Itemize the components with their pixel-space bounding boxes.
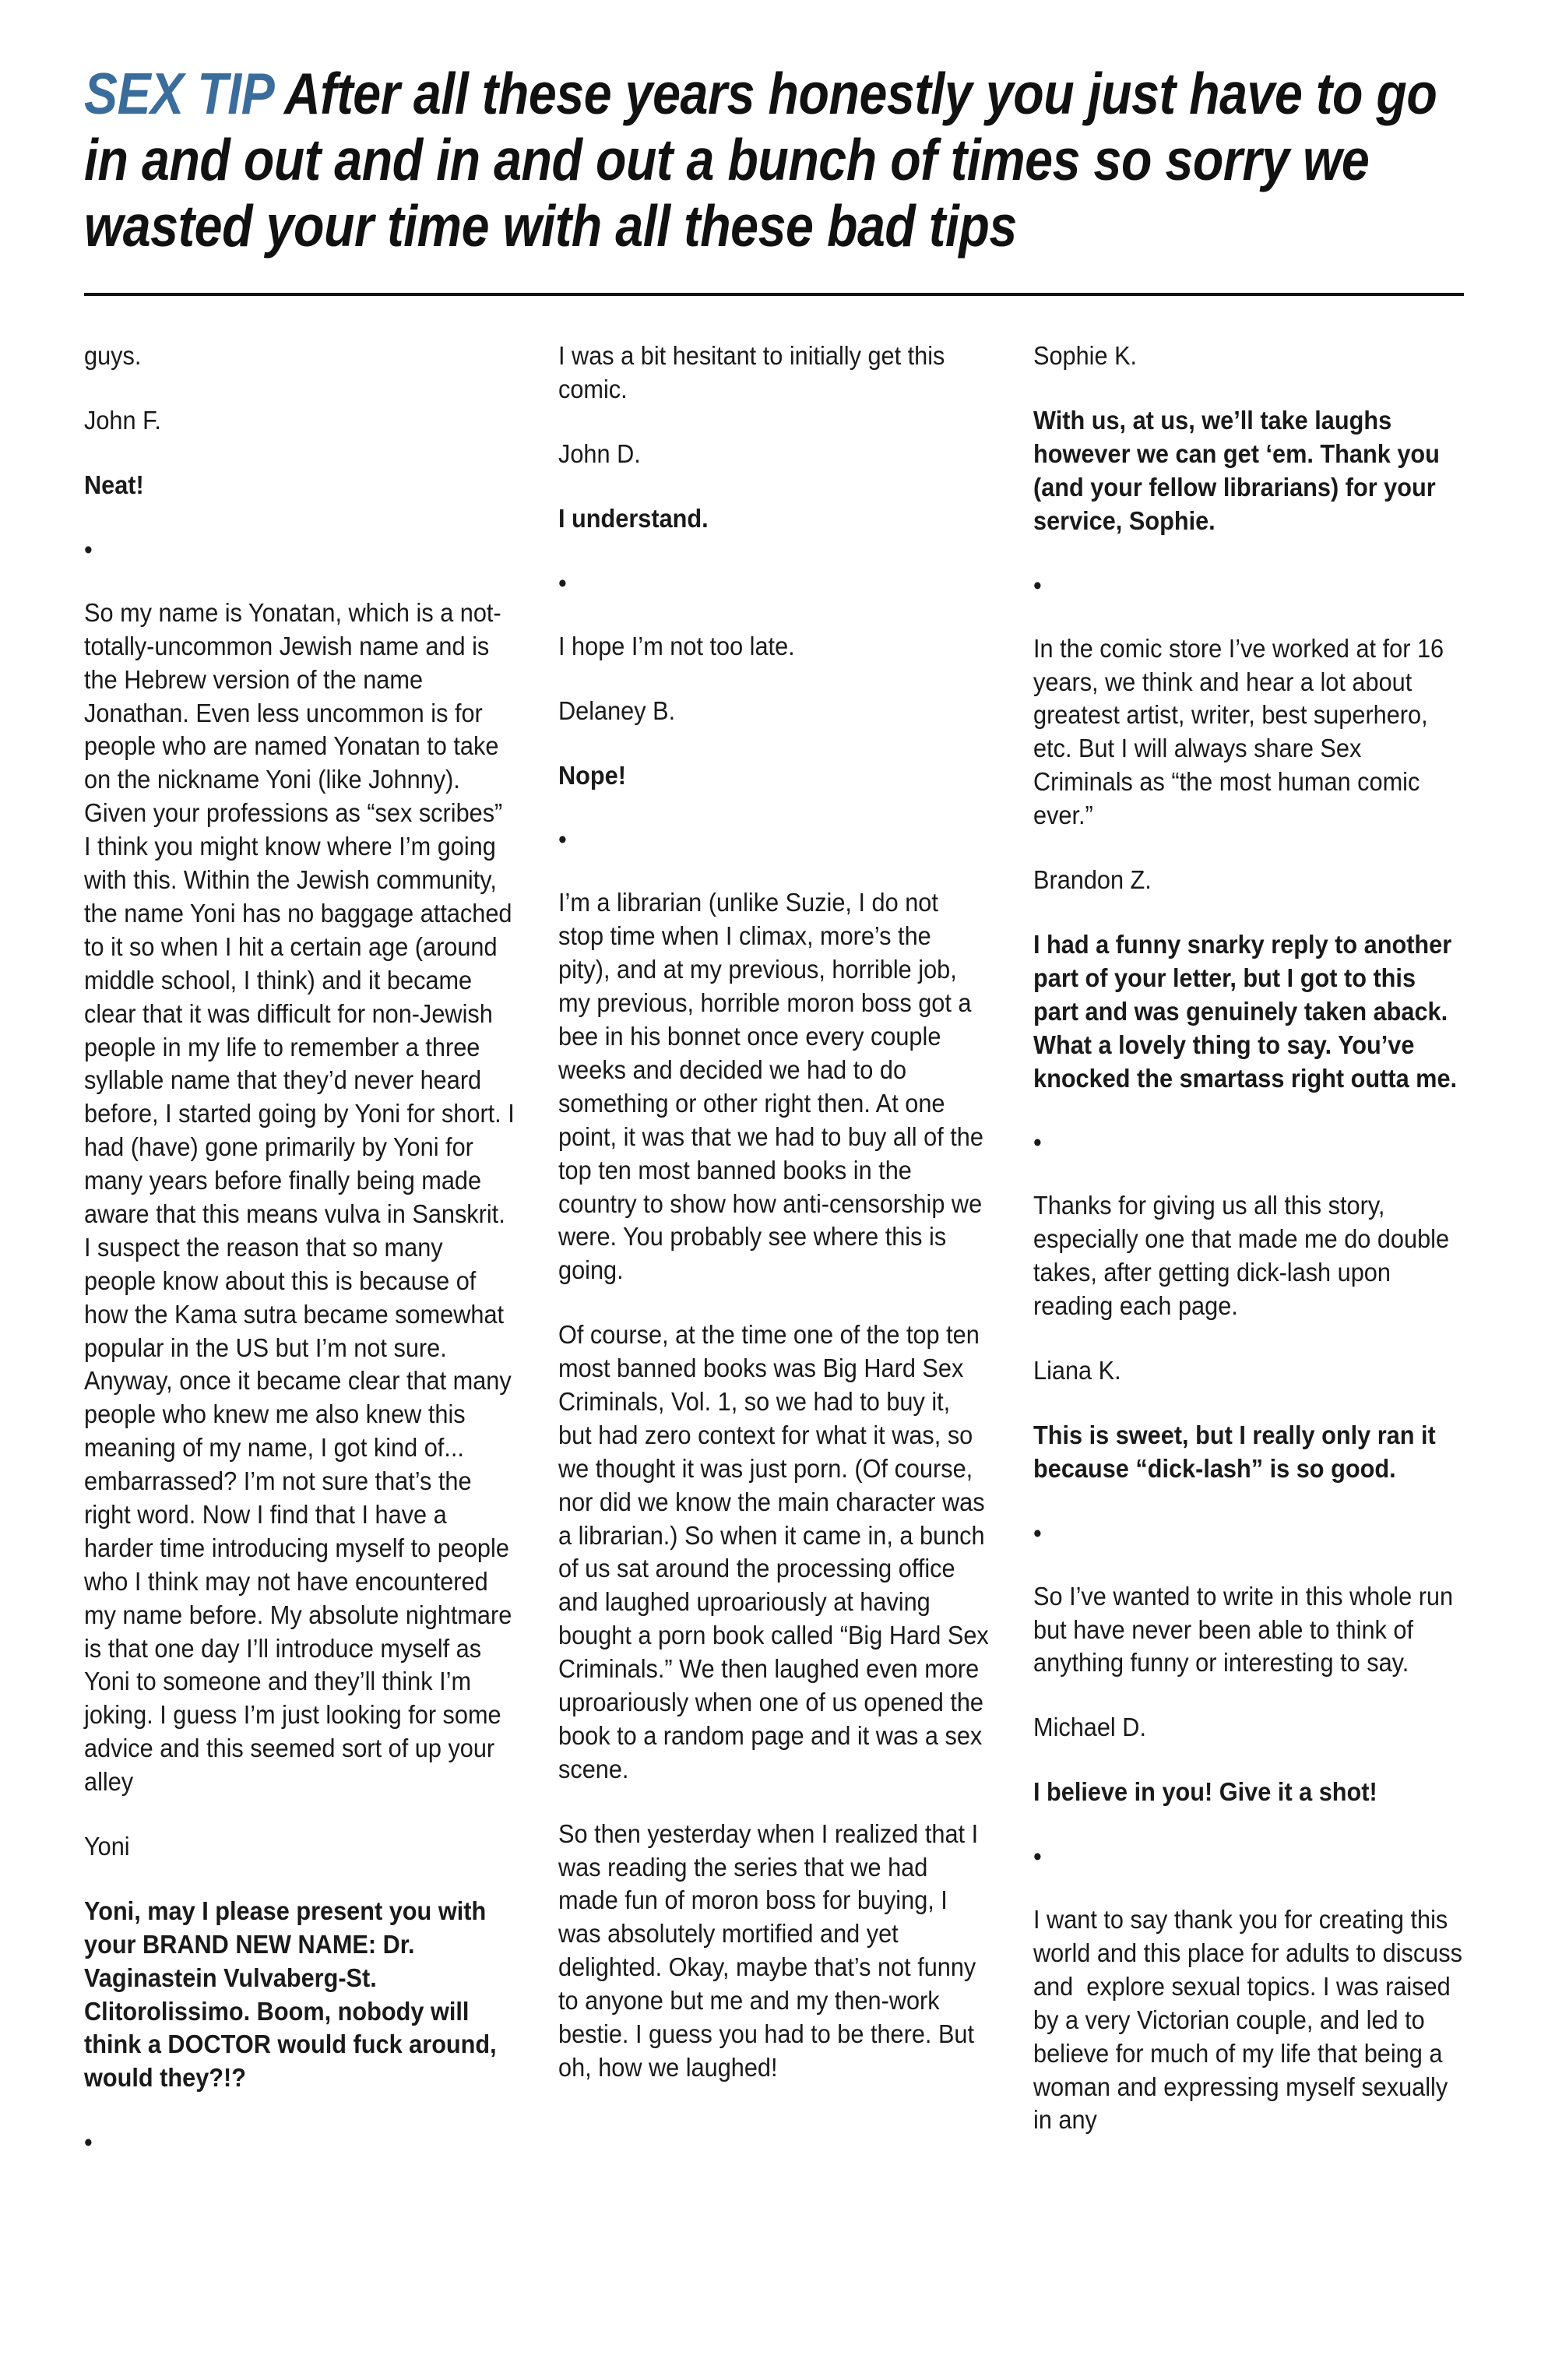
letter-paragraph: I hope I’m not too late. [558,631,796,660]
letter-signature: Michael D. [1033,1713,1146,1742]
letters-columns [84,340,1469,2189]
headline-block [84,0,1464,296]
letter-paragraph: So I’ve wanted to write in this whole run but have never been able to think of anything funny or interesting to say. [1033,1581,1460,1678]
letter-paragraph: I want to say thank you for creating this world and this place for adults to discuss and explore sexual topics. I was raised by a very Victorian couple, and led to believe for much of my life that being a woman and expressing myself sexually in any [1033,1905,1469,2135]
letter-signature: John D. [558,439,642,469]
editor-reply: I had a funny snarky reply to another part of your letter, but I got to this part and was genuinely taken aback. What a lovely thing to say. You’ve knocked the smartass right outta me. [1033,929,1458,1093]
letter-signature: Yoni [84,1831,130,1861]
bullet-separator: • [1033,1128,1042,1157]
editor-reply: I believe in you! Give it a shot! [1033,1777,1377,1807]
letter-paragraph: So then yesterday when I realized that I was reading the series that we had made fun of moron boss for buying, I was absolutely mortified and yet delighted. Okay, maybe that’s not funny to anyone but me and my then-work bestie. I guess you had to be there. But oh, how we laughed! [558,1818,985,2082]
headline-kicker: SEX TIP [84,61,273,126]
bullet-separator: • [84,2128,93,2157]
editor-reply: Nope! [558,760,627,790]
editor-reply: Neat! [84,470,144,500]
bullet-separator: • [558,568,568,597]
letter-signature: Sophie K. [1033,341,1137,371]
header-divider [84,293,1464,296]
letter-paragraph: guys. [84,341,142,371]
bullet-separator: • [1033,1518,1042,1547]
bullet-separator: • [1033,570,1042,600]
letter-paragraph: I’m a librarian (unlike Suzie, I do not stop time when I climax, more’s the pity), and at my previous, horrible job, my previous, horrible moron boss got a bee in his bonnet once every couple weeks and decided we had to do something or other right then. At one point, it was that we had to buy all of the top ten most banned books in the country to show how anti-censorship we were. You probably see where this is going. [558,888,990,1285]
editor-reply: With us, at us, we’ll take laughs however we can get ‘em. Thank you (and your fellow librarians) for your service, Sophie. [1033,406,1447,535]
editor-reply: I understand. [558,503,709,533]
editor-reply: This is sweet, but I really only ran it because “dick-lash” is so good. [1033,1420,1442,1483]
bullet-separator: • [558,825,568,854]
letter-signature: John F. [84,406,161,435]
letter-paragraph: So my name is Yonatan, which is a not-totally-uncommon Jewish name and is the Hebrew version of the name Jonathan. Even less uncommon is for people who are named Yonatan to take on the nickname Yoni (like Johnny). Given your professions as “sex scribes” I think you might know where I’m going with this. Within the Jewish community, the name Yoni has no baggage attached to it so when I hit a certain age (around middle school, I think) and it became clear that it was difficult for non-Jewish people in my life to remember a three syllable name that they’d never heard before, I started going by Yoni for short. I had (have) gone primarily by Yoni for many years before finally being made aware that this means vulva in Sanskrit. I suspect the reason that so many people know about this is because of how the Kama sutra became somewhat popular in the US but I’m not sure. Anyway, once it became clear that many people who knew me also knew this meaning of my name, I got kind of... embarrassed? I’m not sure that’s the right word. Now I find that I have a harder time introducing myself to people who I think may not have encountered my name before. My absolute nightmare is that one day I’ll introduce myself as Yoni to someone and they’ll think I’m joking. I guess I’m just looking for some advice and this seemed sort of up your alley [84,597,522,1797]
letter-paragraph: I was a bit hesitant to initially get this comic. [558,341,952,404]
letter-paragraph: Thanks for giving us all this story, especially one that made me do double takes, after getting dick-lash upon reading each page. [1033,1191,1456,1321]
letters-column-2 [558,340,996,2116]
bullet-separator: • [84,534,93,564]
letters-column-3 [1033,340,1469,2168]
letter-signature: Delaney B. [558,695,676,725]
page-title [84,61,1461,259]
editor-reply: Yoni, may I please present you with your BRAND NEW NAME: Dr. Vaginastein Vulvaberg-St. Clitorolissimo. Boom, nobody will think a DOCTOR would fuck around, would they?!? [84,1896,504,2093]
bullet-separator: • [1033,1842,1042,1871]
letter-signature: Brandon Z. [1033,865,1152,895]
letter-signature: Liana K. [1033,1355,1121,1385]
letter-paragraph: Of course, at the time one of the top ten most banned books was Big Hard Sex Criminals, Vol. 1, so we had to buy it, but had zero context for what it was, so we thought it was just porn. (Of course, nor did we know the main character was a librarian.) So when it came in, a bunch of us sat around the processing office and laughed uproariously at having bought a porn book called “Big Hard Sex Criminals.” We then laughed even more uproariously when one of us opened the book to a random page and it was a sex scene. [558,1320,996,1783]
letter-paragraph: In the comic store I’ve worked at for 16 years, we think and hear a lot about greatest artist, writer, best superhero, etc. But I will always share Sex Criminals as “the most human comic ever.” [1033,633,1451,830]
letters-column-1 [84,340,522,2189]
headline-text: After all these years honestly you just have to go in and out and in and out a bunch of times so sorry we wasted your time with all these bad tips [84,61,1437,259]
